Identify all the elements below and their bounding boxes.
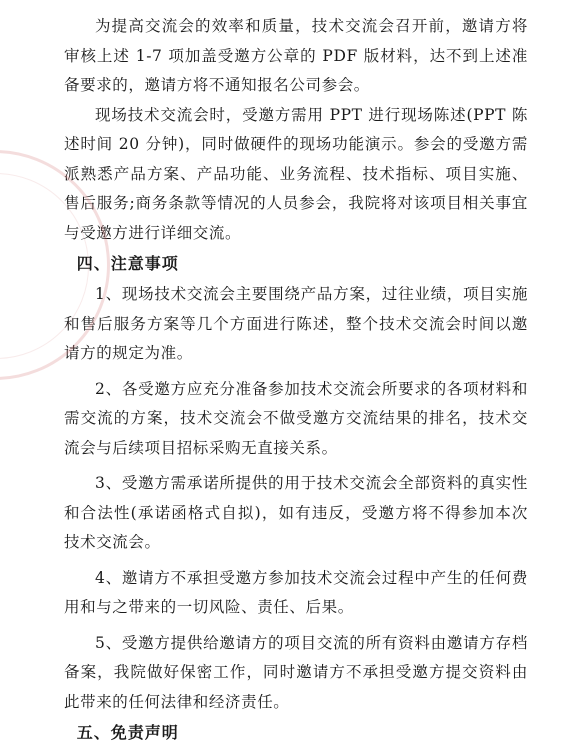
notes-item-4: 4、邀请方不承担受邀方参加技术交流会过程中产生的任何费用和与之带来的一切风险、责任、后果。 bbox=[64, 568, 528, 616]
notes-item-3: 3、受邀方需承诺所提供的用于技术交流会全部资料的真实性和合法性(承诺函格式自拟)，如有违反，受邀方将不得参加本次技术交流会。 bbox=[64, 474, 528, 551]
notes-item-5: 5、受邀方提供给邀请方的项目交流的所有资料由邀请方存档备案，我院做好保密工作，同时邀请方不承担受邀方提交资料由此带来的任何法律和经济责任。 bbox=[64, 633, 528, 711]
notes-item-1: 1、现场技术交流会主要围绕产品方案，过往业绩，项目实施和售后服务方案等几个方面进行陈述，整个技术交流会时间以邀请方的规定为准。 bbox=[64, 285, 528, 362]
notes-item-2: 2、各受邀方应充分准备参加技术交流会所要求的各项材料和需交流的方案，技术交流会不做受邀方交流结果的排名，技术交流会与后续项目招标采购无直接关系。 bbox=[64, 379, 528, 457]
paragraph-presentation: 现场技术交流会时，受邀方需用 PPT 进行现场陈述(PPT 陈述时间 20 分钟)，同时做硬件的现场功能演示。参会的受邀方需派熟悉产品方案、产品功能、业务流程、技术指标、项目实施、售后服务;商务条款等情况的人员参会，我院将对该项目相关事宜与受邀方进行详细交流。 bbox=[64, 105, 528, 242]
section-heading-notes: 四、注意事项 bbox=[76, 254, 179, 273]
section-heading-disclaimer: 五、免责声明 bbox=[76, 723, 179, 742]
seal-inner-ring bbox=[0, 173, 89, 359]
paragraph-review: 为提高交流会的效率和质量，技术交流会召开前，邀请方将审核上述 1-7 项加盖受邀方公章的 PDF 版材料，达不到上述准备要求的，邀请方将不通知报名公司参会。 bbox=[64, 17, 528, 94]
